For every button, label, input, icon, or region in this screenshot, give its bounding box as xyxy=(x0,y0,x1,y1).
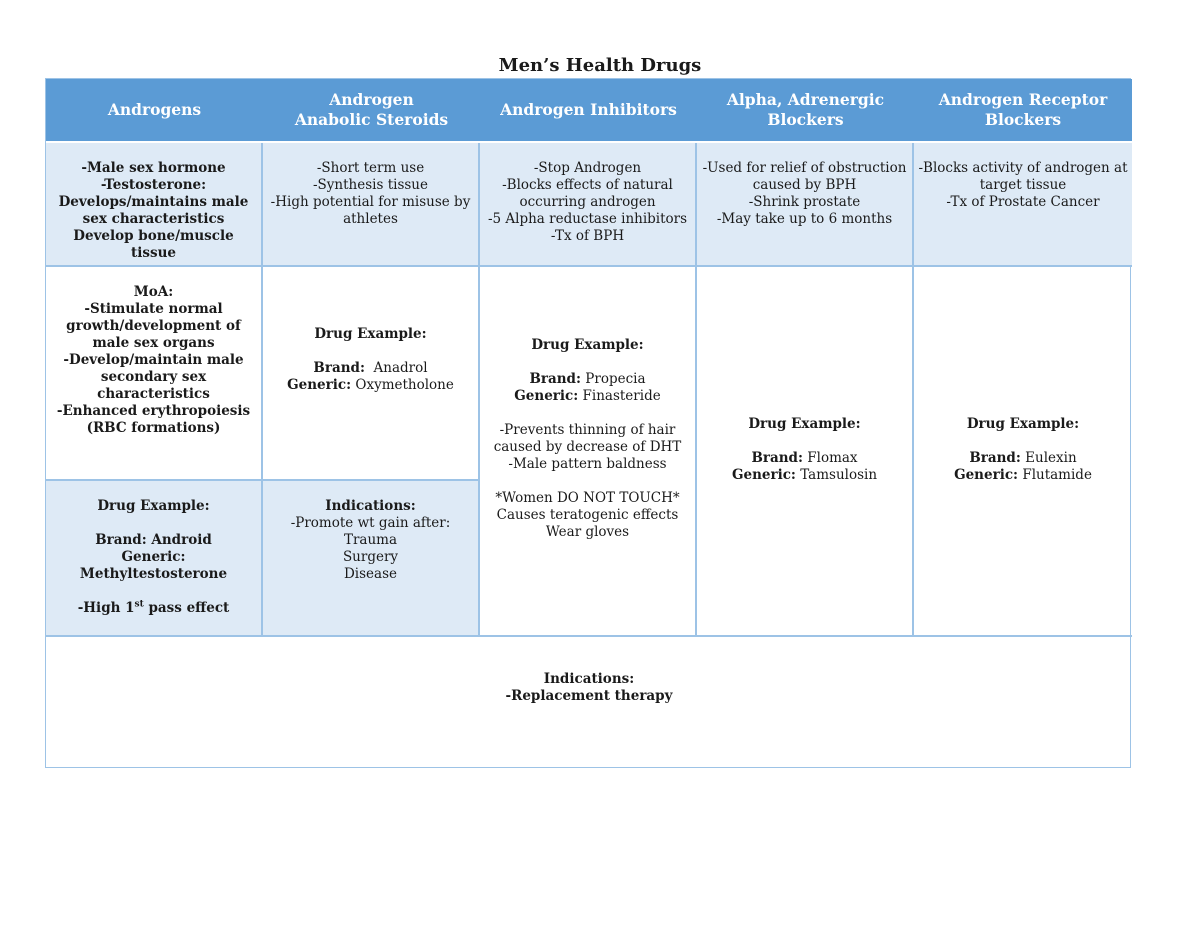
anabolic-indications: Indications: -Promote wt gain after: Trauma Surgery Disease xyxy=(263,481,480,637)
alpha-description: -Used for relief of obstruction caused by BPH -Shrink prostate -May take up to 6 months xyxy=(697,143,914,267)
header-androgen-inhibitors: Androgen Inhibitors xyxy=(480,79,697,143)
anabolic-drug-example: Drug Example: Brand: Anadrol Generic: Oxymetholone xyxy=(263,267,480,481)
footer-indications: Indications: -Replacement therapy xyxy=(505,671,673,704)
receptor-description: -Blocks activity of androgen at target tissue -Tx of Prostate Cancer xyxy=(914,143,1132,267)
alpha-drug-example: Drug Example: Brand: Flomax Generic: Tamsulosin xyxy=(697,267,914,637)
inhibitors-description: -Stop Androgen -Blocks effects of natural occurring androgen -5 Alpha reductase inhibitors -Tx of BPH xyxy=(480,143,697,267)
header-anabolic-steroids: Androgen Anabolic Steroids xyxy=(263,79,480,143)
header-receptor-blockers: Androgen Receptor Blockers xyxy=(914,79,1132,143)
receptor-drug-example: Drug Example: Brand: Eulexin Generic: Flutamide xyxy=(914,267,1132,637)
page-title: Men’s Health Drugs xyxy=(498,55,702,76)
inhibitors-drug-example: Drug Example: Brand: Propecia Generic: Finasteride -Prevents thinning of hair caused by decrease of DHT -Male pattern baldness *Women DO NOT TOUCH* Causes teratogenic effects Wear gloves xyxy=(480,267,697,637)
header-alpha-blockers: Alpha, Adrenergic Blockers xyxy=(697,79,914,143)
androgens-moa: MoA: -Stimulate normal growth/development of male sex organs -Develop/maintain male secondary sex characteristics -Enhanced erythropoiesis (RBC formations) xyxy=(46,267,263,481)
drug-table xyxy=(45,78,1131,768)
androgens-drug-example: Drug Example: Brand: Android Generic: Methyltestosterone -High 1st pass effect xyxy=(46,481,263,637)
anabolic-description: -Short term use -Synthesis tissue -High potential for misuse by athletes xyxy=(263,143,480,267)
header-androgens: Androgens xyxy=(46,79,263,143)
androgens-description: -Male sex hormone -Testosterone: Develops/maintains male sex characteristics Develop bone/muscle tissue xyxy=(46,143,263,267)
